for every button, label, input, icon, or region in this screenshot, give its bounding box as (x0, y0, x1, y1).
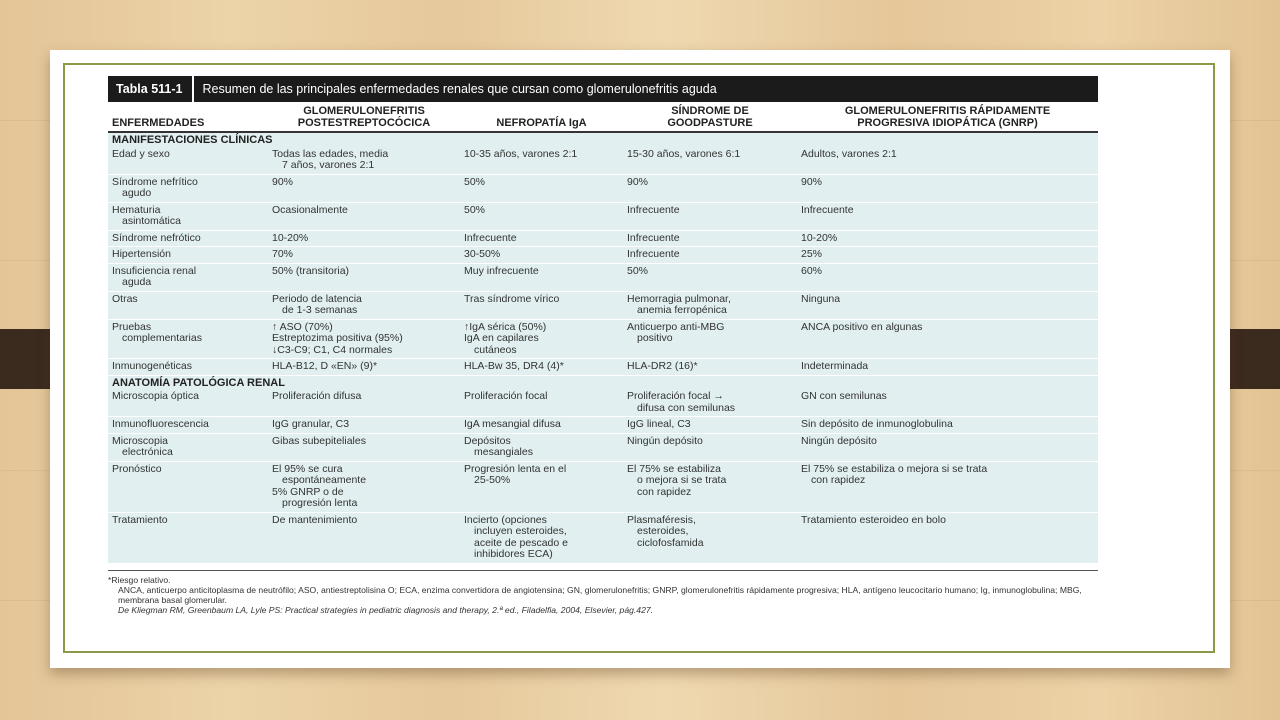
table-cell (460, 461, 623, 512)
row-label-cell (108, 319, 268, 359)
cell-line: El 95% se cura (272, 462, 343, 475)
cell-line: 7 años, varones 2:1 (282, 159, 375, 171)
table-row (108, 174, 1098, 202)
table-cell (460, 389, 623, 417)
row-label-cell (108, 359, 268, 376)
table-cell (460, 417, 623, 434)
table-cell (623, 319, 797, 359)
cell-line: complementarias (122, 332, 202, 344)
table-row (108, 417, 1098, 434)
cell-line: Infrecuente (627, 203, 680, 216)
cell-line: Ningún depósito (801, 434, 877, 447)
column-header (108, 102, 268, 132)
cell-line: esteroides, (637, 525, 689, 537)
table-cell (268, 247, 460, 264)
row-label-cell (108, 389, 268, 417)
column-header (268, 102, 460, 132)
table-title-bar (108, 76, 1098, 102)
cell-line: 25-50% (474, 474, 511, 486)
table-cell (797, 417, 1098, 434)
cell-line: 5% GNRP o de (272, 485, 344, 498)
cell-line: Indeterminada (801, 360, 869, 372)
table-cell (268, 147, 460, 175)
cell-line: Proliferación focal → (627, 390, 724, 402)
cell-line: Tratamiento (112, 513, 168, 526)
table-cell (460, 174, 623, 202)
cell-line: 90% (627, 175, 649, 188)
cell-line: Infrecuente (627, 248, 680, 260)
column-header (797, 102, 1098, 132)
row-label-cell (108, 512, 268, 563)
cell-line: ↑ ASO (70%) (272, 320, 333, 333)
cell-line: aguda (122, 276, 152, 288)
table-cell (460, 247, 623, 264)
header-line: SÍNDROME DE (671, 105, 749, 117)
cell-line: Síndrome nefrótico (112, 231, 201, 244)
cell-line: Ninguna (801, 292, 841, 305)
cell-line: 70% (272, 248, 294, 260)
row-label-cell (108, 230, 268, 247)
cell-line: Hematuria (112, 203, 161, 216)
cell-line: HLA-DR2 (16)* (627, 360, 698, 372)
header-line: GLOMERULONEFRITIS (303, 105, 425, 117)
note-abbreviations: ANCA, anticuerpo anticitoplasma de neutrófilo; ASO, antiestreptolisina O; ECA, enzima convertidora de angiotensina; GN, glomerulonefritis; GNRP, glomerulonefritis rápidamente progresiva; HLA, antígeno leucocitario humano; Ig, inmunoglobulina; MBG, membrana basal glomerular. (118, 584, 1082, 605)
cell-line: IgG lineal, C3 (627, 418, 691, 430)
cell-line: Inmunogenéticas (112, 360, 192, 372)
section-row (108, 132, 1098, 147)
cell-line: difusa con semilunas (637, 401, 736, 414)
table-row (108, 359, 1098, 376)
table-title: Resumen de las principales enfermedades renales que cursan como glomerulonefritis aguda (202, 82, 717, 96)
row-label-cell (108, 247, 268, 264)
table-row (108, 461, 1098, 512)
row-label-cell (108, 174, 268, 202)
cell-line: Infrecuente (464, 231, 517, 244)
table-row (108, 147, 1098, 175)
cell-line: Pruebas (112, 320, 152, 333)
column-header (623, 102, 797, 132)
cell-line: 10-20% (272, 231, 309, 244)
cell-line: El 75% se estabiliza o mejora si se trata (801, 462, 988, 475)
note-source: De Kliegman RM, Greenbaum LA, Lyle PS: Practical strategies in pediatric diagnosis and therapy, 2.ª ed., Filadelfia, 2004, Elsevier, pág.427. (118, 604, 654, 615)
header-line: ENFERMEDADES (112, 117, 205, 129)
cell-line: Proliferación focal (464, 390, 548, 402)
cell-line: 15-30 años, varones 6:1 (627, 147, 741, 160)
cell-line: Infrecuente (627, 231, 680, 244)
cell-line: de 1-3 semanas (282, 304, 358, 316)
table-cell (623, 359, 797, 376)
table-row (108, 263, 1098, 291)
cell-line: ANCA positivo en algunas (801, 320, 923, 333)
table-cell (797, 230, 1098, 247)
cell-line: 30-50% (464, 248, 501, 260)
table-cell (797, 359, 1098, 376)
cell-line: 50% (627, 264, 649, 277)
table-cell (460, 230, 623, 247)
section-heading: ANATOMÍA PATOLÓGICA RENAL (108, 375, 1098, 389)
cell-line: GN con semilunas (801, 390, 887, 402)
table-cell (268, 291, 460, 319)
table-cell (268, 461, 460, 512)
table-cell (460, 263, 623, 291)
cell-line: Infrecuente (801, 203, 854, 216)
table-cell (268, 359, 460, 376)
cell-line: Otras (112, 292, 138, 305)
header-line: GLOMERULONEFRITIS RÁPIDAMENTE (844, 105, 1051, 117)
cell-line: 10-20% (801, 231, 838, 244)
cell-line: 10-35 años, varones 2:1 (464, 147, 578, 160)
table-cell (623, 174, 797, 202)
section-row (108, 375, 1098, 389)
cell-line: espontáneamente (282, 474, 367, 486)
cell-line: incluyen esteroides, (474, 525, 567, 537)
cell-line: Sin depósito de inmunoglobulina (801, 418, 953, 430)
table-row (108, 319, 1098, 359)
cell-line: Síndrome nefrítico (112, 175, 198, 188)
cell-line: 90% (272, 175, 294, 188)
cell-line: 50% (transitoria) (272, 264, 350, 277)
table-number: Tabla 511-1 (108, 76, 194, 102)
cell-line: 50% (464, 175, 486, 188)
cell-line: Microscopia óptica (112, 390, 199, 402)
cell-line: inhibidores ECA) (474, 548, 553, 560)
cell-line: HLA-B12, D «EN» (9)* (272, 360, 378, 372)
table-header-row (108, 102, 1098, 132)
table-cell (623, 512, 797, 563)
cell-line: Edad y sexo (112, 147, 170, 160)
table-cell (797, 319, 1098, 359)
table-figure (108, 76, 1098, 615)
table-cell (623, 389, 797, 417)
disease-table (108, 102, 1098, 564)
table-cell (797, 433, 1098, 461)
header-line: PROGRESIVA IDIOPÁTICA (GNRP) (857, 117, 1038, 129)
table-row (108, 433, 1098, 461)
table-cell (623, 202, 797, 230)
cell-line: Proliferación difusa (272, 390, 362, 402)
table-cell (460, 512, 623, 563)
cell-line: positivo (637, 332, 673, 344)
cell-line: 50% (464, 203, 486, 216)
table-cell (797, 247, 1098, 264)
note-risk: *Riesgo relativo. (108, 574, 171, 585)
cell-line: aceite de pescado e (474, 536, 568, 549)
table-cell (268, 202, 460, 230)
cell-line: 90% (801, 175, 823, 188)
table-cell (623, 230, 797, 247)
table-cell (623, 461, 797, 512)
table-cell (268, 230, 460, 247)
table-cell (460, 291, 623, 319)
cell-line: ciclofosfamida (637, 536, 704, 549)
section-heading: MANIFESTACIONES CLÍNICAS (108, 132, 1098, 147)
table-cell (797, 202, 1098, 230)
table-cell (623, 291, 797, 319)
row-label-cell (108, 461, 268, 512)
table-cell (623, 263, 797, 291)
table-cell (460, 433, 623, 461)
table-cell (623, 247, 797, 264)
cell-line: Todas las edades, media (272, 147, 389, 160)
cell-line: Incierto (opciones (464, 513, 547, 526)
cell-line: De mantenimiento (272, 513, 358, 526)
table-row (108, 389, 1098, 417)
table-cell (797, 263, 1098, 291)
table-cell (623, 417, 797, 434)
table-cell (460, 319, 623, 359)
cell-line: Microscopia (112, 434, 169, 447)
table-cell (797, 291, 1098, 319)
cell-line: asintomática (122, 215, 181, 227)
cell-line: cutáneos (474, 343, 517, 356)
cell-line: Estreptozima positiva (95%) (272, 332, 403, 344)
cell-line: Anticuerpo anti-MBG (627, 320, 725, 333)
table-cell (623, 433, 797, 461)
row-label-cell (108, 263, 268, 291)
cell-line: 25% (801, 248, 823, 260)
cell-line: Inmunofluorescencia (112, 418, 209, 430)
table-cell (460, 147, 623, 175)
table-row (108, 291, 1098, 319)
table-cell (797, 512, 1098, 563)
cell-line: Ningún depósito (627, 434, 703, 447)
table-cell (268, 319, 460, 359)
row-label-cell (108, 291, 268, 319)
table-cell (797, 389, 1098, 417)
cell-line: Tratamiento esteroideo en bolo (801, 513, 946, 526)
cell-line: anemia ferropénica (637, 304, 727, 316)
cell-line: HLA-Bw 35, DR4 (4)* (464, 360, 564, 372)
cell-line: El 75% se estabiliza (627, 462, 721, 475)
cell-line: IgA en capilares (464, 332, 539, 344)
table-cell (268, 417, 460, 434)
cell-line: Adultos, varones 2:1 (801, 147, 897, 160)
table-row (108, 230, 1098, 247)
table-row (108, 512, 1098, 563)
row-label-cell (108, 433, 268, 461)
table-cell (797, 147, 1098, 175)
cell-line: Tras síndrome vírico (464, 292, 560, 305)
cell-line: Depósitos (464, 434, 511, 447)
table-cell (268, 512, 460, 563)
cell-line: ↑IgA sérica (50%) (464, 320, 547, 333)
table-cell (268, 263, 460, 291)
cell-line: Plasmaféresis, (627, 513, 696, 526)
table-row (108, 202, 1098, 230)
cell-line: Pronóstico (112, 462, 162, 475)
table-row (108, 247, 1098, 264)
row-label-cell (108, 202, 268, 230)
table-cell (268, 174, 460, 202)
table-notes (108, 570, 1098, 615)
row-label-cell (108, 147, 268, 175)
cell-line: Hipertensión (112, 248, 171, 260)
cell-line: agudo (122, 187, 152, 199)
header-line: NEFROPATÍA IgA (496, 117, 587, 129)
table-cell (797, 461, 1098, 512)
cell-line: progresión lenta (282, 497, 358, 509)
table-cell (797, 174, 1098, 202)
header-line: GOODPASTURE (667, 117, 753, 129)
cell-line: IgG granular, C3 (272, 418, 350, 430)
cell-line: o mejora si se trata (637, 474, 727, 486)
column-header (460, 102, 623, 132)
cell-line: Gibas subepiteliales (272, 434, 366, 447)
cell-line: Muy infrecuente (464, 264, 539, 277)
cell-line: Insuficiencia renal (112, 264, 197, 277)
table-cell (460, 359, 623, 376)
cell-line: Ocasionalmente (272, 203, 348, 216)
table-cell (268, 433, 460, 461)
cell-line: Hemorragia pulmonar, (627, 292, 731, 305)
cell-line: ↓C3-C9; C1, C4 normales (272, 343, 393, 356)
header-line: POSTESTREPTOCÓCICA (297, 117, 431, 129)
cell-line: mesangiales (474, 446, 533, 458)
cell-line: Progresión lenta en el (464, 462, 567, 475)
cell-line: con rapidez (637, 485, 692, 498)
cell-line: Periodo de latencia (272, 292, 362, 305)
table-cell (460, 202, 623, 230)
slide (50, 50, 1230, 668)
cell-line: con rapidez (811, 474, 866, 486)
cell-line: 60% (801, 264, 823, 277)
row-label-cell (108, 417, 268, 434)
table-cell (623, 147, 797, 175)
cell-line: electrónica (122, 446, 173, 458)
cell-line: IgA mesangial difusa (464, 418, 561, 430)
table-cell (268, 389, 460, 417)
